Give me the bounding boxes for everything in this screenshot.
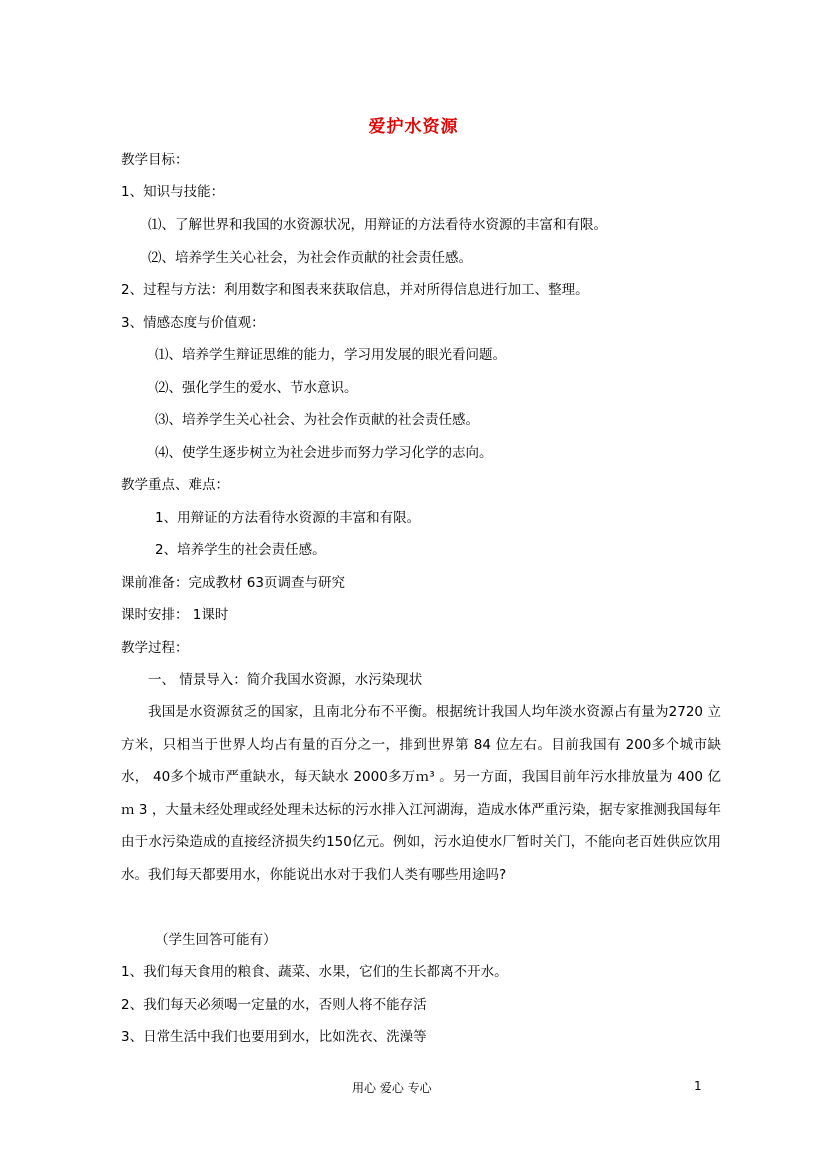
text-line: 1、知识与技能： [121,184,225,200]
footer-motto: 用心 爱心 专心 [352,1081,432,1095]
text-line: 1、我们每天食用的粮食、蔬菜、水果，它们的生长都离不开水。 [121,964,508,980]
text-line: 1、用辩证的方法看待水资源的丰富和有限。 [155,510,421,526]
text-line: 2、过程与方法：利用数字和图表来获取信息，并对所得信息进行加工、整理。 [121,282,589,298]
text-line: 课时安排： 1课时 [121,607,229,623]
text-line: ⑷、使学生逐步树立为社会进步而努力学习化学的志向。 [155,445,493,461]
text-line: 一、 情景导入：简介我国水资源，水污染现状 [148,672,423,688]
text-line: 教学重点、难点： [121,477,229,493]
text-line: ⑴、培养学生辩证思维的能力，学习用发展的眼光看问题。 [155,347,506,363]
text-line: （学生回答可能有） [155,932,277,948]
text-line: ⑵、强化学生的爱水、节水意识。 [155,380,358,396]
text-line: 3、情感态度与价值观： [121,315,265,331]
text-line: 教学过程： [121,640,189,656]
text-line: ⑵、培养学生关心社会，为社会作贡献的社会责任感。 [148,250,472,266]
text-line: 3、日常生活中我们也要用到水，比如洗衣、洗澡等 [121,1029,427,1045]
document-title: 爱护水资源 [368,117,459,137]
body-paragraph: 我国是水资源贫乏的国家，且南北分布不平衡。根据统计我国人均年淡水资源占有量为2720 立方米，只相当于世界人均占有量的百分之一，排到世界第 84 位左右。目前我国有 200多个城市缺水， 40多个城市严重缺水，每天缺水 2000多万ｍ³ 。另一方面，我国目前年污水排放量为 400 亿 ｍ 3 ，大量未经处理或经处理未达标的污水排入江河湖海，造成水体严重污染，据专家推测我国每年由于水污染造成的直接经济损失约150亿元。例如，污水迫使水厂暂时关门，不能向老百姓供应饮用水。我们每天都要用水，你能说出水对于我们人类有哪些用途吗? [121,704,721,883]
text-line: 2、我们每天必须喝一定量的水，否则人将不能存活 [121,997,427,1013]
text-line: ⑴、了解世界和我国的水资源状况，用辩证的方法看待水资源的丰富和有限。 [148,217,607,233]
text-line: 课前准备：完成教材 63页调查与研究 [121,575,345,591]
text-line: ⑶、培养学生关心社会、为社会作贡献的社会责任感。 [155,412,479,428]
page-number: 1 [694,1079,702,1093]
text-line: 2、培养学生的社会责任感。 [155,542,326,558]
text-line: 教学目标： [121,152,189,168]
